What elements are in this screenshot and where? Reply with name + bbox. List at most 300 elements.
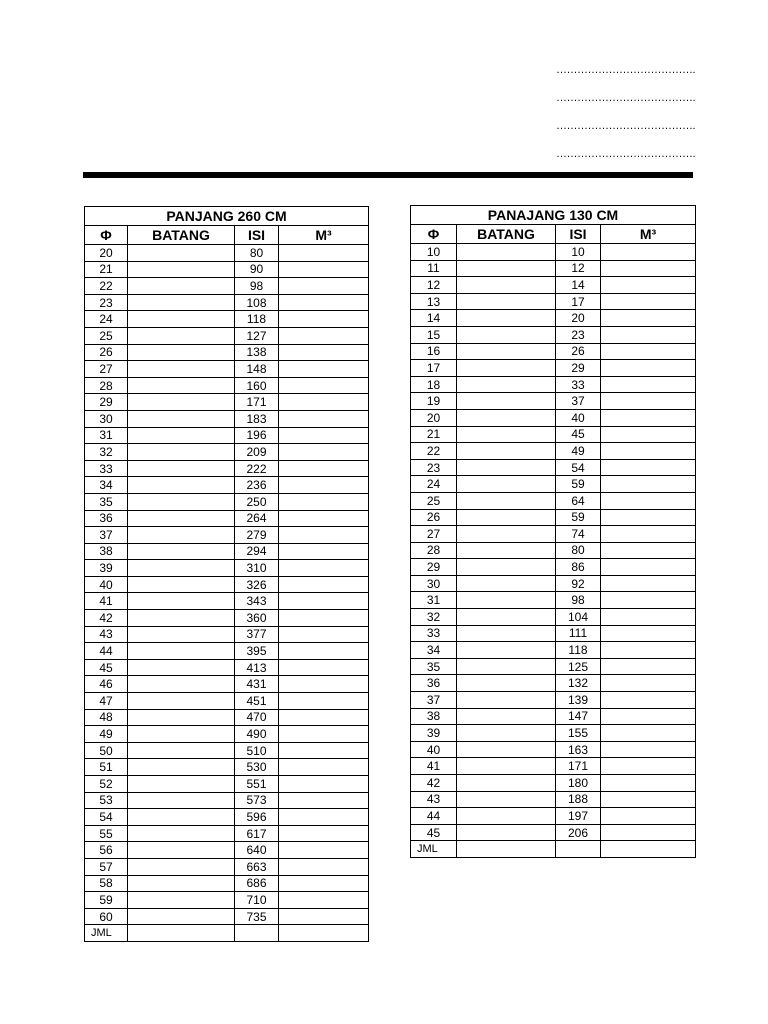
table-row <box>85 792 369 809</box>
table-row <box>411 443 696 460</box>
diameter-cell: 54 <box>85 809 128 826</box>
table-row <box>411 625 696 642</box>
batang-cell <box>457 725 556 742</box>
diameter-cell: 20 <box>85 245 128 262</box>
m3-cell <box>601 509 696 526</box>
total-row <box>85 925 369 942</box>
m3-cell <box>601 476 696 493</box>
batang-cell <box>457 592 556 609</box>
table-row <box>411 775 696 792</box>
batang-cell <box>457 509 556 526</box>
table-row <box>411 426 696 443</box>
isi-cell: 163 <box>556 741 601 758</box>
diameter-cell: 38 <box>411 708 457 725</box>
m3-cell <box>601 725 696 742</box>
batang-cell <box>457 559 556 576</box>
isi-cell: 118 <box>235 311 279 328</box>
isi-cell: 125 <box>556 658 601 675</box>
isi-cell: 510 <box>235 742 279 759</box>
isi-cell: 64 <box>556 492 601 509</box>
m3-cell <box>279 294 369 311</box>
m3-cell <box>279 543 369 560</box>
m3-cell <box>279 643 369 660</box>
diameter-cell: 25 <box>85 327 128 344</box>
table-row <box>411 260 696 277</box>
isi-cell: 37 <box>556 393 601 410</box>
diameter-cell: 30 <box>85 410 128 427</box>
isi-cell: 86 <box>556 559 601 576</box>
m3-cell <box>601 260 696 277</box>
batang-cell <box>457 824 556 841</box>
diameter-cell: 42 <box>85 610 128 627</box>
m3-cell <box>279 560 369 577</box>
batang-cell <box>457 426 556 443</box>
batang-cell <box>128 394 235 411</box>
table-row <box>411 575 696 592</box>
m3-cell <box>279 527 369 544</box>
isi-cell: 640 <box>235 842 279 859</box>
batang-cell <box>128 742 235 759</box>
m3-cell <box>601 277 696 294</box>
table-row <box>85 460 369 477</box>
isi-cell: 10 <box>556 244 601 261</box>
isi-cell: 59 <box>556 476 601 493</box>
m3-cell <box>601 393 696 410</box>
total-isi-cell <box>235 925 279 942</box>
diameter-cell: 29 <box>411 559 457 576</box>
diameter-cell: 19 <box>411 393 457 410</box>
batang-cell <box>457 409 556 426</box>
batang-cell <box>128 245 235 262</box>
isi-cell: 108 <box>235 294 279 311</box>
isi-cell: 294 <box>235 543 279 560</box>
batang-cell <box>128 294 235 311</box>
table-row <box>411 642 696 659</box>
isi-cell: 26 <box>556 343 601 360</box>
diameter-cell: 34 <box>411 642 457 659</box>
column-header-isi: ISI <box>235 226 279 245</box>
diameter-cell: 58 <box>85 875 128 892</box>
table-row <box>411 393 696 410</box>
m3-cell <box>601 625 696 642</box>
diameter-cell: 17 <box>411 360 457 377</box>
isi-cell: 188 <box>556 791 601 808</box>
table-row <box>85 709 369 726</box>
batang-cell <box>457 360 556 377</box>
m3-cell <box>279 576 369 593</box>
batang-cell <box>457 244 556 261</box>
diameter-cell: 43 <box>411 791 457 808</box>
batang-cell <box>128 510 235 527</box>
batang-cell <box>128 460 235 477</box>
diameter-cell: 21 <box>85 261 128 278</box>
table-row <box>411 609 696 626</box>
table-title: PANAJANG 130 CM <box>411 206 696 225</box>
batang-cell <box>457 443 556 460</box>
table-row <box>411 293 696 310</box>
isi-cell: 183 <box>235 410 279 427</box>
diameter-cell: 44 <box>411 808 457 825</box>
diameter-cell: 45 <box>411 824 457 841</box>
fill-line: …………………………………. <box>556 92 696 104</box>
diameter-cell: 45 <box>85 659 128 676</box>
table-row <box>411 559 696 576</box>
isi-cell: 710 <box>235 892 279 909</box>
m3-cell <box>601 310 696 327</box>
batang-cell <box>457 277 556 294</box>
diameter-cell: 22 <box>411 443 457 460</box>
m3-cell <box>279 394 369 411</box>
m3-cell <box>601 409 696 426</box>
diameter-cell: 31 <box>85 427 128 444</box>
batang-cell <box>457 459 556 476</box>
table-row <box>411 509 696 526</box>
m3-cell <box>279 742 369 759</box>
batang-cell <box>457 343 556 360</box>
m3-cell <box>279 493 369 510</box>
table-row <box>85 726 369 743</box>
m3-cell <box>601 741 696 758</box>
batang-cell <box>128 377 235 394</box>
isi-cell: 104 <box>556 609 601 626</box>
m3-cell <box>279 510 369 527</box>
m3-cell <box>601 692 696 709</box>
table-row <box>85 410 369 427</box>
isi-cell: 45 <box>556 426 601 443</box>
table-row <box>85 527 369 544</box>
batang-cell <box>128 576 235 593</box>
diameter-cell: 59 <box>85 892 128 909</box>
diameter-cell: 27 <box>411 526 457 543</box>
diameter-cell: 28 <box>411 542 457 559</box>
table-row <box>85 593 369 610</box>
total-m3-cell <box>601 841 696 858</box>
batang-cell <box>128 444 235 461</box>
m3-cell <box>601 244 696 261</box>
total-batang-cell <box>457 841 556 858</box>
table-row <box>85 294 369 311</box>
m3-cell <box>279 626 369 643</box>
m3-cell <box>279 908 369 925</box>
m3-cell <box>279 377 369 394</box>
diameter-cell: 24 <box>411 476 457 493</box>
table-panjang-260 <box>84 206 369 942</box>
m3-cell <box>279 610 369 627</box>
m3-cell <box>279 410 369 427</box>
diameter-cell: 16 <box>411 343 457 360</box>
diameter-cell: 47 <box>85 693 128 710</box>
m3-cell <box>279 709 369 726</box>
isi-cell: 264 <box>235 510 279 527</box>
batang-cell <box>128 726 235 743</box>
batang-cell <box>457 741 556 758</box>
table-row <box>85 576 369 593</box>
m3-cell <box>601 658 696 675</box>
batang-cell <box>128 477 235 494</box>
table-row <box>85 892 369 909</box>
table-row <box>85 261 369 278</box>
isi-cell: 139 <box>556 692 601 709</box>
column-header-diameter: Φ <box>411 225 457 244</box>
isi-cell: 118 <box>556 642 601 659</box>
m3-cell <box>601 758 696 775</box>
batang-cell <box>128 361 235 378</box>
batang-cell <box>128 908 235 925</box>
isi-cell: 23 <box>556 326 601 343</box>
batang-cell <box>128 858 235 875</box>
table-row <box>85 493 369 510</box>
table-row <box>85 394 369 411</box>
diameter-cell: 40 <box>85 576 128 593</box>
m3-cell <box>601 708 696 725</box>
m3-cell <box>279 809 369 826</box>
diameter-cell: 30 <box>411 575 457 592</box>
isi-cell: 310 <box>235 560 279 577</box>
batang-cell <box>128 626 235 643</box>
table-row <box>85 842 369 859</box>
isi-cell: 413 <box>235 659 279 676</box>
table-title-row <box>411 206 696 225</box>
m3-cell <box>279 261 369 278</box>
batang-cell <box>457 326 556 343</box>
isi-cell: 20 <box>556 310 601 327</box>
isi-cell: 326 <box>235 576 279 593</box>
m3-cell <box>601 675 696 692</box>
table-panjang-130 <box>410 205 696 858</box>
m3-cell <box>601 609 696 626</box>
isi-cell: 12 <box>556 260 601 277</box>
isi-cell: 160 <box>235 377 279 394</box>
diameter-cell: 32 <box>85 444 128 461</box>
diameter-cell: 46 <box>85 676 128 693</box>
fill-line: …………………………………. <box>556 64 696 76</box>
batang-cell <box>457 575 556 592</box>
m3-cell <box>601 459 696 476</box>
diameter-cell: 56 <box>85 842 128 859</box>
batang-cell <box>457 609 556 626</box>
diameter-cell: 33 <box>411 625 457 642</box>
isi-cell: 59 <box>556 509 601 526</box>
m3-cell <box>279 344 369 361</box>
table-row <box>85 626 369 643</box>
diameter-cell: 37 <box>411 692 457 709</box>
isi-cell: 29 <box>556 360 601 377</box>
m3-cell <box>601 360 696 377</box>
column-header-batang: BATANG <box>457 225 556 244</box>
isi-cell: 686 <box>235 875 279 892</box>
m3-cell <box>279 825 369 842</box>
diameter-cell: 40 <box>411 741 457 758</box>
diameter-cell: 37 <box>85 527 128 544</box>
table-row <box>411 326 696 343</box>
table-row <box>411 310 696 327</box>
isi-cell: 617 <box>235 825 279 842</box>
diameter-cell: 41 <box>411 758 457 775</box>
diameter-cell: 14 <box>411 310 457 327</box>
m3-cell <box>601 791 696 808</box>
isi-cell: 17 <box>556 293 601 310</box>
m3-cell <box>279 693 369 710</box>
m3-cell <box>279 327 369 344</box>
total-label: JML <box>85 925 128 942</box>
m3-cell <box>279 759 369 776</box>
isi-cell: 171 <box>556 758 601 775</box>
table-row <box>85 643 369 660</box>
table-row <box>411 409 696 426</box>
diameter-cell: 34 <box>85 477 128 494</box>
isi-cell: 155 <box>556 725 601 742</box>
m3-cell <box>601 592 696 609</box>
isi-cell: 98 <box>556 592 601 609</box>
m3-cell <box>601 575 696 592</box>
table-row <box>85 510 369 527</box>
m3-cell <box>601 808 696 825</box>
diameter-cell: 52 <box>85 776 128 793</box>
batang-cell <box>128 427 235 444</box>
isi-cell: 148 <box>235 361 279 378</box>
diameter-cell: 29 <box>85 394 128 411</box>
header-divider <box>83 172 693 178</box>
batang-cell <box>128 493 235 510</box>
diameter-cell: 26 <box>411 509 457 526</box>
isi-cell: 490 <box>235 726 279 743</box>
diameter-cell: 51 <box>85 759 128 776</box>
diameter-cell: 44 <box>85 643 128 660</box>
table-row <box>411 725 696 742</box>
isi-cell: 250 <box>235 493 279 510</box>
batang-cell <box>128 610 235 627</box>
batang-cell <box>457 658 556 675</box>
isi-cell: 197 <box>556 808 601 825</box>
batang-cell <box>128 643 235 660</box>
diameter-cell: 41 <box>85 593 128 610</box>
diameter-cell: 24 <box>85 311 128 328</box>
diameter-cell: 31 <box>411 592 457 609</box>
table-row <box>85 759 369 776</box>
diameter-cell: 36 <box>411 675 457 692</box>
isi-cell: 98 <box>235 278 279 295</box>
m3-cell <box>601 326 696 343</box>
isi-cell: 111 <box>556 625 601 642</box>
diameter-cell: 26 <box>85 344 128 361</box>
total-m3-cell <box>279 925 369 942</box>
diameter-cell: 13 <box>411 293 457 310</box>
batang-cell <box>457 393 556 410</box>
column-header-m3: M³ <box>601 225 696 244</box>
batang-cell <box>128 759 235 776</box>
table-row <box>85 444 369 461</box>
table-row <box>85 858 369 875</box>
batang-cell <box>457 293 556 310</box>
table-row <box>411 476 696 493</box>
batang-cell <box>128 593 235 610</box>
m3-cell <box>601 559 696 576</box>
fill-line: …………………………………. <box>556 120 696 132</box>
diameter-cell: 55 <box>85 825 128 842</box>
m3-cell <box>601 824 696 841</box>
batang-cell <box>128 892 235 909</box>
isi-cell: 92 <box>556 575 601 592</box>
batang-cell <box>457 376 556 393</box>
table-row <box>85 245 369 262</box>
isi-cell: 54 <box>556 459 601 476</box>
isi-cell: 279 <box>235 527 279 544</box>
batang-cell <box>128 410 235 427</box>
m3-cell <box>279 776 369 793</box>
diameter-cell: 42 <box>411 775 457 792</box>
m3-cell <box>601 376 696 393</box>
diameter-cell: 11 <box>411 260 457 277</box>
diameter-cell: 35 <box>411 658 457 675</box>
m3-cell <box>279 726 369 743</box>
m3-cell <box>601 542 696 559</box>
table-row <box>85 676 369 693</box>
diameter-cell: 36 <box>85 510 128 527</box>
diameter-cell: 21 <box>411 426 457 443</box>
m3-cell <box>279 792 369 809</box>
batang-cell <box>128 792 235 809</box>
batang-cell <box>128 709 235 726</box>
diameter-cell: 25 <box>411 492 457 509</box>
table-row <box>411 675 696 692</box>
isi-cell: 49 <box>556 443 601 460</box>
m3-cell <box>279 311 369 328</box>
batang-cell <box>128 527 235 544</box>
batang-cell <box>128 825 235 842</box>
diameter-cell: 38 <box>85 543 128 560</box>
diameter-cell: 12 <box>411 277 457 294</box>
batang-cell <box>457 758 556 775</box>
diameter-cell: 18 <box>411 376 457 393</box>
batang-cell <box>457 642 556 659</box>
diameter-cell: 43 <box>85 626 128 643</box>
total-label: JML <box>411 841 457 858</box>
table-row <box>85 344 369 361</box>
isi-cell: 530 <box>235 759 279 776</box>
diameter-cell: 23 <box>411 459 457 476</box>
table-row <box>411 692 696 709</box>
table-row <box>411 824 696 841</box>
diameter-cell: 10 <box>411 244 457 261</box>
m3-cell <box>279 875 369 892</box>
table-row <box>85 742 369 759</box>
isi-cell: 14 <box>556 277 601 294</box>
m3-cell <box>601 293 696 310</box>
isi-cell: 573 <box>235 792 279 809</box>
batang-cell <box>128 560 235 577</box>
table-row <box>85 809 369 826</box>
table-row <box>411 708 696 725</box>
isi-cell: 132 <box>556 675 601 692</box>
m3-cell <box>601 526 696 543</box>
diameter-cell: 27 <box>85 361 128 378</box>
isi-cell: 236 <box>235 477 279 494</box>
table-title: PANJANG 260 CM <box>85 207 369 226</box>
m3-cell <box>279 593 369 610</box>
batang-cell <box>457 542 556 559</box>
m3-cell <box>279 427 369 444</box>
m3-cell <box>279 361 369 378</box>
table-title-row <box>85 207 369 226</box>
isi-cell: 40 <box>556 409 601 426</box>
m3-cell <box>279 858 369 875</box>
table-header-row <box>411 225 696 244</box>
batang-cell <box>128 327 235 344</box>
batang-cell <box>457 625 556 642</box>
isi-cell: 206 <box>556 824 601 841</box>
isi-cell: 180 <box>556 775 601 792</box>
isi-cell: 735 <box>235 908 279 925</box>
